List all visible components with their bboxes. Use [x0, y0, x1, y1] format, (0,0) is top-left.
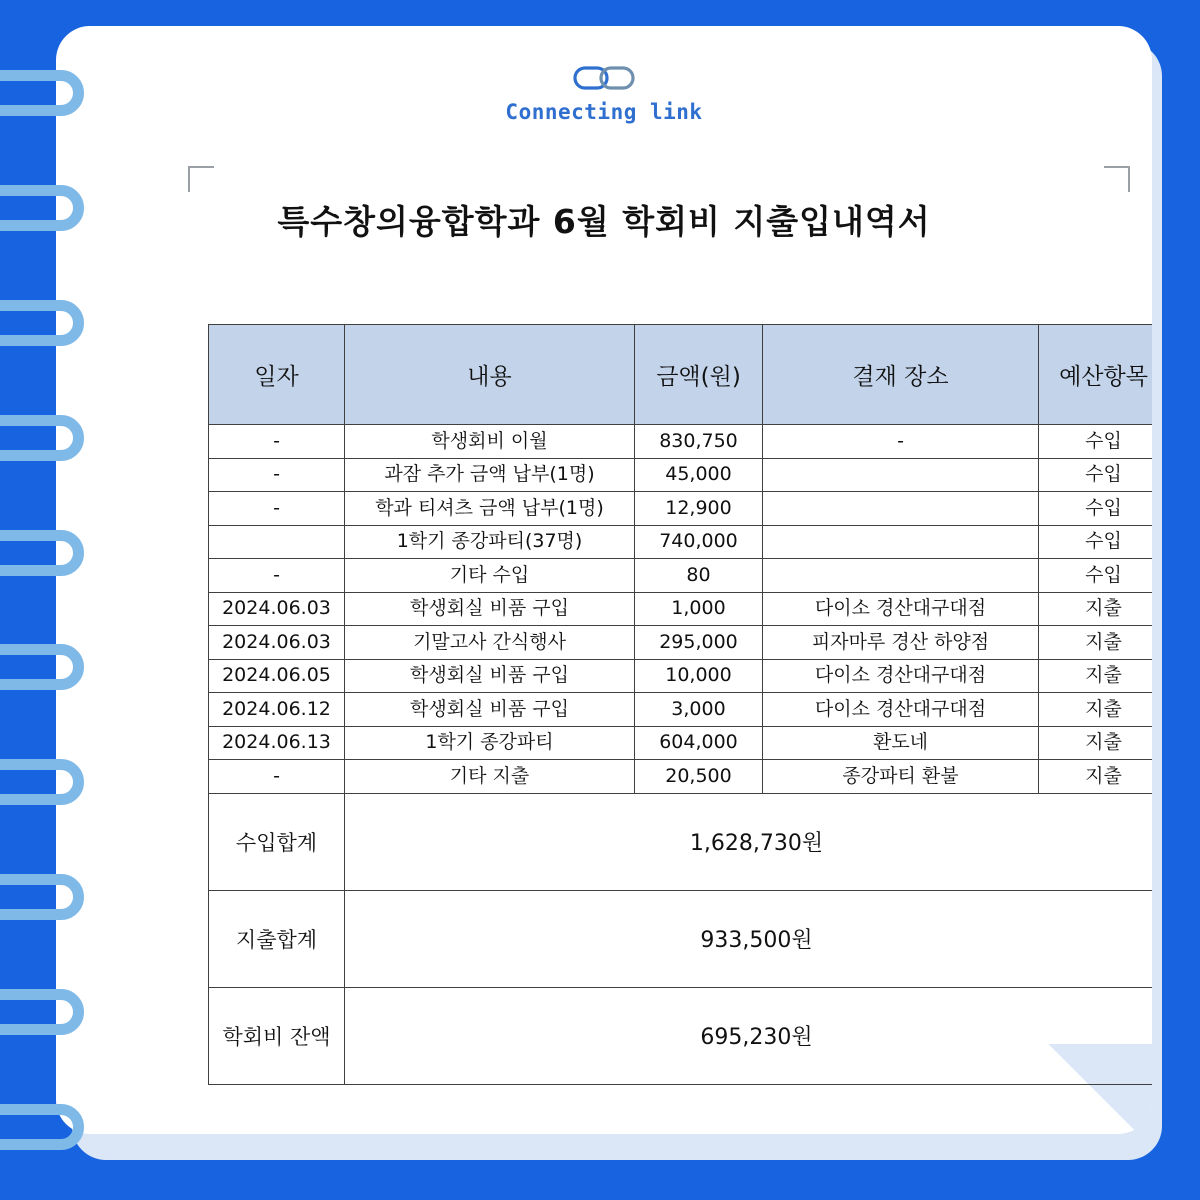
column-header-amount: 금액(원) [635, 325, 763, 425]
cell-description: 학생회실 비품 구입 [345, 693, 635, 727]
binder-ring [0, 530, 84, 576]
cell-description: 1학기 종강파티(37명) [345, 525, 635, 559]
cell-place: 환도네 [763, 726, 1039, 760]
cell-amount: 45,000 [635, 458, 763, 492]
cell-category: 수입 [1039, 492, 1153, 526]
table-row [209, 626, 1153, 660]
cell-category: 지출 [1039, 659, 1153, 693]
summary-value: 695,230원 [345, 987, 1153, 1084]
ledger-table-container [208, 324, 1152, 1085]
cell-amount: 740,000 [635, 525, 763, 559]
summary-label: 지출합계 [209, 890, 345, 987]
binder-ring [0, 300, 84, 346]
column-header-category: 예산항목 [1039, 325, 1153, 425]
cell-category: 지출 [1039, 626, 1153, 660]
cell-place: 피자마루 경산 하양점 [763, 626, 1039, 660]
binder-ring [0, 415, 84, 461]
summary-row-balance [209, 987, 1153, 1084]
summary-label: 학회비 잔액 [209, 987, 345, 1084]
cell-date: 2024.06.03 [209, 626, 345, 660]
ledger-table [208, 324, 1152, 1085]
cell-category: 수입 [1039, 559, 1153, 593]
cell-description: 학생회비 이월 [345, 425, 635, 459]
cell-amount: 3,000 [635, 693, 763, 727]
cell-category: 수입 [1039, 425, 1153, 459]
cell-description: 1학기 종강파티 [345, 726, 635, 760]
summary-row-income-total [209, 793, 1153, 890]
cell-date: 2024.06.13 [209, 726, 345, 760]
cell-place [763, 559, 1039, 593]
cell-category: 수입 [1039, 525, 1153, 559]
cell-description: 과잠 추가 금액 납부(1명) [345, 458, 635, 492]
cell-amount: 12,900 [635, 492, 763, 526]
cell-date: - [209, 458, 345, 492]
table-header-row [209, 325, 1153, 425]
binder-ring [0, 874, 84, 920]
cell-date: - [209, 559, 345, 593]
brand-logo [56, 58, 1152, 124]
cell-amount: 295,000 [635, 626, 763, 660]
cell-amount: 80 [635, 559, 763, 593]
summary-row-expense-total [209, 890, 1153, 987]
cell-amount: 10,000 [635, 659, 763, 693]
cell-description: 기타 수입 [345, 559, 635, 593]
table-row [209, 726, 1153, 760]
cell-description: 학과 티셔츠 금액 납부(1명) [345, 492, 635, 526]
brand-name: Connecting link [505, 100, 703, 124]
cell-category: 지출 [1039, 592, 1153, 626]
cell-date: 2024.06.03 [209, 592, 345, 626]
document-page [56, 26, 1152, 1134]
table-row [209, 760, 1153, 794]
table-row [209, 592, 1153, 626]
cell-description: 학생회실 비품 구입 [345, 592, 635, 626]
binder-ring [0, 1104, 84, 1150]
cell-description: 기말고사 간식행사 [345, 626, 635, 660]
cell-date: - [209, 760, 345, 794]
cell-date [209, 525, 345, 559]
cell-amount: 830,750 [635, 425, 763, 459]
column-header-date: 일자 [209, 325, 345, 425]
binder-ring [0, 70, 84, 116]
page-title: 특수창의융합학과 6월 학회비 지출입내역서 [277, 202, 931, 241]
chain-link-icon [571, 58, 637, 98]
cell-date: - [209, 425, 345, 459]
cell-category: 지출 [1039, 693, 1153, 727]
column-header-description: 내용 [345, 325, 635, 425]
corner-mark-top-left [188, 166, 214, 192]
cell-date: - [209, 492, 345, 526]
cell-description: 기타 지출 [345, 760, 635, 794]
binder-ring [0, 185, 84, 231]
cell-amount: 20,500 [635, 760, 763, 794]
table-row [209, 525, 1153, 559]
cell-date: 2024.06.12 [209, 693, 345, 727]
cell-place: 종강파티 환불 [763, 760, 1039, 794]
cell-amount: 604,000 [635, 726, 763, 760]
summary-value: 1,628,730원 [345, 793, 1153, 890]
summary-value: 933,500원 [345, 890, 1153, 987]
table-row [209, 693, 1153, 727]
cell-place: 다이소 경산대구대점 [763, 592, 1039, 626]
cell-place: - [763, 425, 1039, 459]
cell-place [763, 525, 1039, 559]
corner-mark-top-right [1104, 166, 1130, 192]
summary-label: 수입합계 [209, 793, 345, 890]
binder-ring [0, 989, 84, 1035]
cell-amount: 1,000 [635, 592, 763, 626]
cell-place: 다이소 경산대구대점 [763, 659, 1039, 693]
binder-rings [0, 70, 130, 1150]
cell-place [763, 492, 1039, 526]
cell-date: 2024.06.05 [209, 659, 345, 693]
cell-place [763, 458, 1039, 492]
table-row [209, 458, 1153, 492]
cell-category: 지출 [1039, 760, 1153, 794]
cell-description: 학생회실 비품 구입 [345, 659, 635, 693]
cell-category: 지출 [1039, 726, 1153, 760]
table-row [209, 492, 1153, 526]
table-row [209, 425, 1153, 459]
table-row [209, 659, 1153, 693]
cell-place: 다이소 경산대구대점 [763, 693, 1039, 727]
cell-category: 수입 [1039, 458, 1153, 492]
column-header-place: 결재 장소 [763, 325, 1039, 425]
binder-ring [0, 644, 84, 690]
binder-ring [0, 759, 84, 805]
table-row [209, 559, 1153, 593]
